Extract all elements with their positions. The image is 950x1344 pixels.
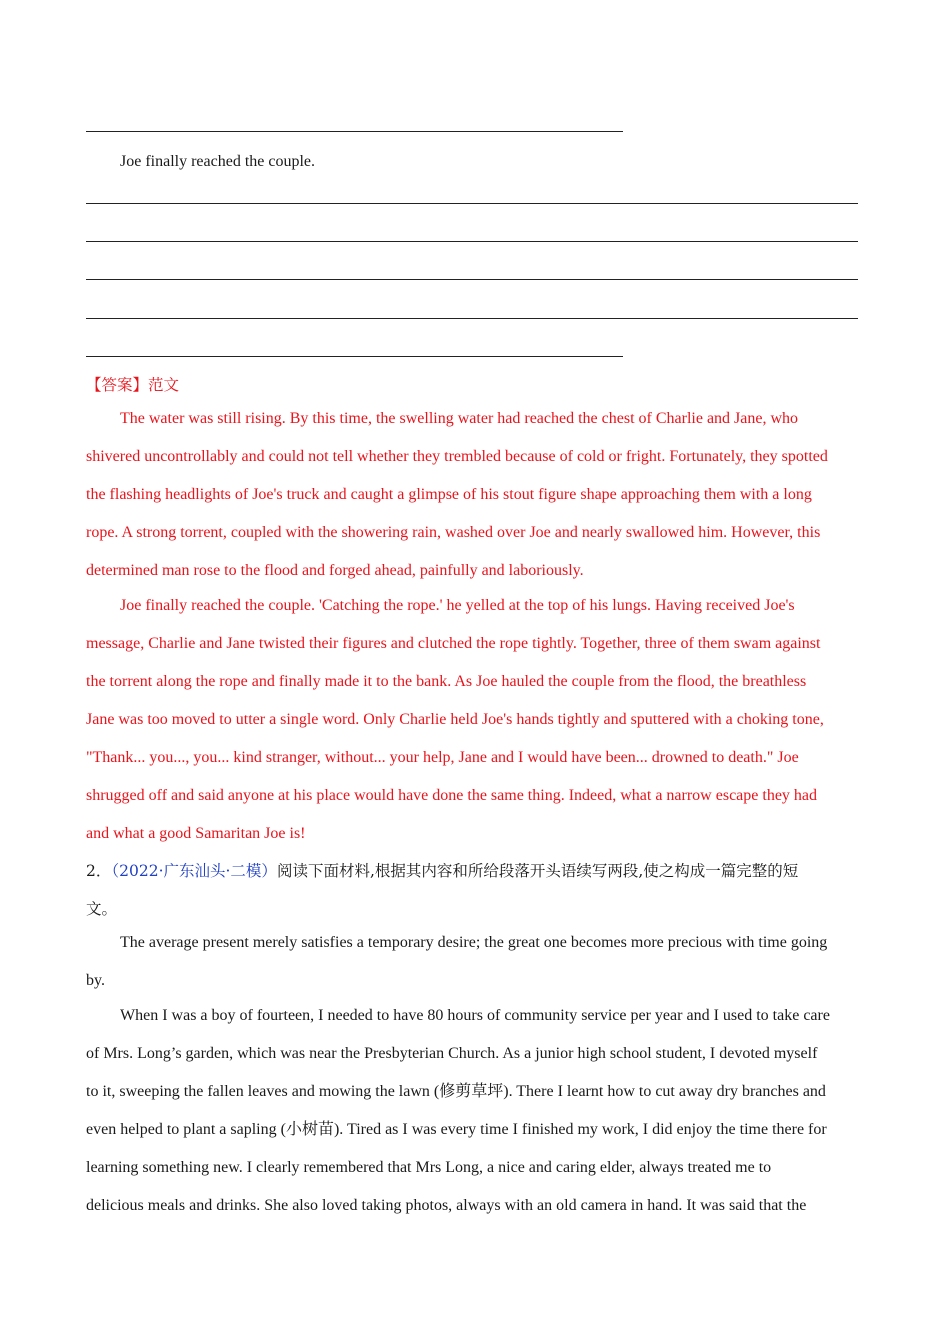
- passage-line: even helped to plant a sapling (小树苗). Tired as I was every time I finished my work, I did enjoy the time there for: [86, 1121, 827, 1138]
- question-instruction-continued: 文。: [86, 900, 118, 918]
- writing-line[interactable]: [86, 131, 623, 132]
- passage-line: delicious meals and drinks. She also loved taking photos, always with an old camera in hand. It was said that the: [86, 1197, 807, 1214]
- answer-line: message, Charlie and Jane twisted their figures and clutched the rope tightly. Together, three of them swam against: [86, 635, 821, 652]
- question-2-header: [86, 861, 864, 881]
- question-number: 2．: [86, 862, 112, 880]
- answer-label: 【答案】范文: [86, 376, 180, 394]
- question-source: （2022·广东汕头·二模）: [111, 862, 277, 880]
- passage-line: learning something new. I clearly remembered that Mrs Long, a nice and caring elder, always treated me to: [86, 1159, 772, 1176]
- question-instruction: 阅读下面材料,根据其内容和所给段落开头语续写两段,使之构成一篇完整的短: [276, 862, 799, 880]
- passage-line: When I was a boy of fourteen, I needed to have 80 hours of community service per year and I used to take care: [120, 1007, 830, 1024]
- answer-line: determined man rose to the flood and forged ahead, painfully and laboriously.: [86, 562, 584, 579]
- answer-line: the flashing headlights of Joe's truck and caught a glimpse of his stout figure shape approaching them with a long: [86, 486, 812, 503]
- passage-line: to it, sweeping the fallen leaves and mowing the lawn (修剪草坪). There I learnt how to cut away dry branches and: [86, 1083, 826, 1100]
- answer-line: shivered uncontrollably and could not tell whether they trembled because of cold or fright. Fortunately, they spotted: [86, 448, 828, 465]
- prompt-sentence: Joe finally reached the couple.: [120, 153, 316, 170]
- passage-line: The average present merely satisfies a temporary desire; the great one becomes more precious with time going: [120, 934, 828, 951]
- writing-line[interactable]: [86, 318, 858, 319]
- writing-line[interactable]: [86, 203, 858, 204]
- answer-line: the torrent along the rope and finally made it to the bank. As Joe hauled the couple from the flood, the breathless: [86, 673, 807, 690]
- writing-line[interactable]: [86, 356, 623, 357]
- passage-line: by.: [86, 972, 105, 989]
- writing-line[interactable]: [86, 241, 858, 242]
- answer-line: Jane was too moved to utter a single word. Only Charlie held Joe's hands tightly and sputtered with a choking tone,: [86, 711, 824, 728]
- answer-line: shrugged off and said anyone at his place would have done the same thing. Indeed, what a narrow escape they had: [86, 787, 818, 804]
- answer-line: and what a good Samaritan Joe is!: [86, 825, 306, 842]
- answer-line: Joe finally reached the couple. 'Catching the rope.' he yelled at the top of his lungs. Having received Joe's: [120, 597, 795, 614]
- answer-line: The water was still rising. By this time, the swelling water had reached the chest of Charlie and Jane, who: [120, 410, 799, 427]
- answer-line: "Thank... you..., you... kind stranger, without... your help, Jane and I would have been... drowned to death." Joe: [86, 749, 799, 766]
- writing-line[interactable]: [86, 279, 858, 280]
- answer-line: rope. A strong torrent, coupled with the showering rain, washed over Joe and nearly swallowed him. However, this: [86, 524, 821, 541]
- passage-line: of Mrs. Long’s garden, which was near the Presbyterian Church. As a junior high school student, I devoted myself: [86, 1045, 818, 1062]
